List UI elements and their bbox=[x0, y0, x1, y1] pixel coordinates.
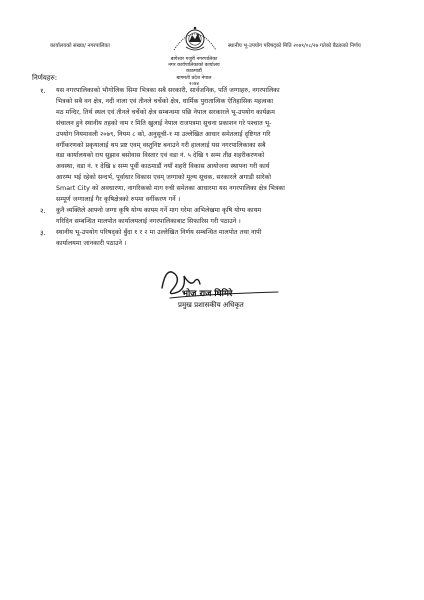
decision-line: मठ मन्दिर, तिर्थ स्थल एवं तीनले चर्चेको क्षेत्र सम्बन्धमा पछि नेपाल सरकारले भू-उपयोग कार्यक्रम bbox=[56, 108, 275, 116]
decision-line: गरिदिन सम्बन्धित मालपोत कार्यालयलाई नगरपालिकाबाट सिफारिस गरी पठाउने । bbox=[56, 217, 241, 225]
office-line-4: बागमती प्रदेश नेपाल bbox=[176, 75, 212, 81]
header-left-text: कार्यालयको संख्या/ नगरपालिका bbox=[50, 43, 110, 49]
decision-line: उपयोग नियमावली २०७९, नियम ८ को, अनुसूची-१ मा उल्लेखित आधार समेतलाई दृष्टिगत गरि bbox=[56, 130, 271, 138]
office-seal-text bbox=[148, 57, 240, 88]
decision-line: आरम्भ भई रहेको सन्दर्भ, पूर्वाधार विकास एवम् जग्गाको मूल्य सूचक, सरकारले अगाडी सारेको bbox=[56, 174, 272, 182]
signatory-title: प्रमुख प्रशासकीय अधिकृत bbox=[178, 301, 244, 309]
decision-line: अवस्था, वडा नं. १ देखि ४ सम्म पूर्वी काठमाडौं नयाँ शहरी विकास आयोजना स्थापना गरी कार्य bbox=[56, 163, 270, 171]
office-line-2: नगर कार्यपालिकाको कार्यालय bbox=[168, 63, 220, 69]
decision-item-1 bbox=[40, 86, 380, 206]
decision-line: कुनै व्यक्तिले आफ्नो जग्गा कृषि योग्य कायम गर्ने माग गरेमा अभिलेखमा कृषि योग्य कायम bbox=[56, 206, 262, 214]
decision-item-2 bbox=[40, 206, 380, 228]
decision-list bbox=[40, 86, 380, 250]
decision-line: यस नगरपालिकाको भौगोलिक सिमा भित्रका सबै सरकारी, सार्वजनिक, पर्ति जग्गाहरु, नगरपालिका bbox=[56, 87, 280, 94]
decision-line: सम्पूर्ण जग्गालाई गैर कृषिक्षेत्रको रुपमा वर्गीकरण गर्ने । bbox=[56, 196, 181, 204]
decision-line: कार्यालयमा जानकारी पठाउने । bbox=[56, 239, 127, 247]
decision-line: भित्रको सबै वन क्षेत्र, नदी नाला एवं तीनले चर्चेको क्षेत्र, धार्मिक पुरातात्विक ऐतिहासिक महत्वका bbox=[56, 97, 274, 105]
municipality-emblem-icon bbox=[166, 20, 224, 60]
decision-line: संचालन हुने स्थानीय तहको नाम र मिति खुलाई नेपाल राजपत्रमा सूचना प्रकाशन गरे पश्चात भू- bbox=[56, 119, 272, 127]
office-line-1: बागेश्वर गजुरी नगरपालिका bbox=[170, 57, 218, 62]
decision-line: स्थानीय भू-उपयोग परिषद्को बुँदा १ र २ मा उल्लेखित निर्णय सम्बन्धित मालपोत तथा नापी bbox=[56, 228, 262, 236]
decision-line: वडा कार्यालयको राय सुझाव बसोवास विस्तार एवं वडा नं. ५ देखि ९ सम्म तीव्र शहरीकरणको bbox=[56, 152, 265, 160]
decision-item-3 bbox=[40, 228, 380, 250]
decision-line: वर्गीकरणको प्रकृयालाई थप प्रष्ट एवम् वस्तुनिष्ट बनाउने गरी हाललाई यस नगरपालिकाका सबै bbox=[56, 141, 266, 149]
decisions-heading: निर्णयहरु: bbox=[32, 74, 58, 82]
decision-number: १. bbox=[40, 87, 46, 95]
office-line-3: काठमाडौं bbox=[186, 69, 202, 75]
header-right-text: स्थानीय भू-उपयोग परिषद्को मिति २०७९/०८/२७ गतेको बैठकको निर्णय bbox=[228, 43, 361, 49]
signatory-name: भोज राज घिमिरे bbox=[182, 289, 233, 299]
decision-number: ३. bbox=[40, 228, 46, 237]
decision-number: २. bbox=[40, 206, 46, 215]
decision-line: Smart City को अवधारणा, नागरिकको माग रुची समेतका आधारमा यस नगरपालिका क्षेत्र भित्रका bbox=[56, 185, 285, 193]
office-line-5: २०७४ bbox=[189, 81, 199, 87]
